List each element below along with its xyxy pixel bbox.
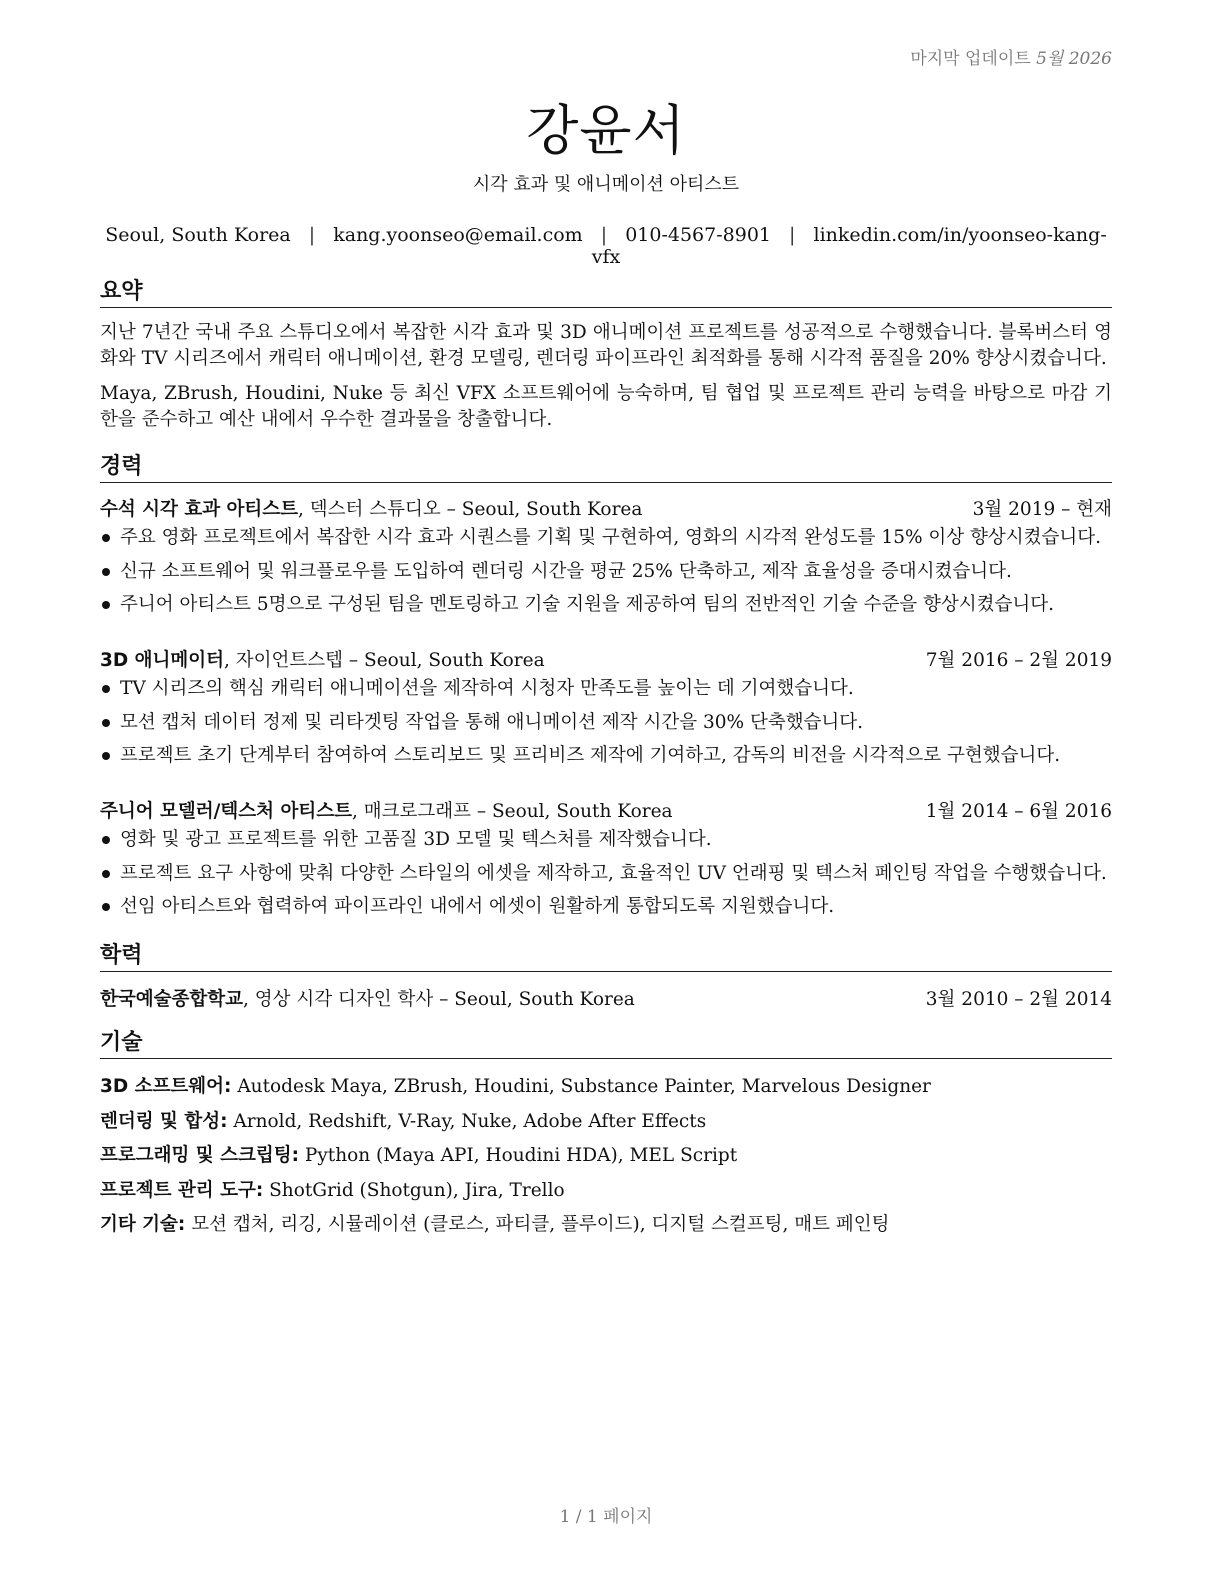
job-role: 수석 시각 효과 아티스트 [100,499,299,520]
skill-label: 프로젝트 관리 도구: [100,1180,264,1201]
education-school: 한국예술종합학교 [100,989,243,1010]
skill-value: Autodesk Maya, ZBrush, Houdini, Substance Painter, Marvelous Designer [231,1076,931,1097]
section-heading-experience: 경력 [100,449,1112,483]
list-item [100,861,1118,895]
list-item [100,827,1118,861]
job-bullets [100,827,1118,928]
contact-separator: | [308,224,316,246]
last-updated [910,44,1112,69]
bullet-text: TV 시리즈의 핵심 캐릭터 애니메이션을 제작하여 시청자 만족도를 높이는 데 기여했습니다. [120,678,854,699]
last-updated-label: 마지막 업데이트 [910,49,1031,69]
bullet-text: 영화 및 광고 프로젝트를 위한 고품질 3D 모델 및 텍스처를 제작했습니다. [120,829,712,850]
section-heading-summary: 요약 [100,274,1112,308]
list-item [100,676,1118,710]
skill-label: 기타 기술: [100,1214,186,1235]
job-company: , 덱스터 스튜디오 – Seoul, South Korea [298,499,643,520]
bullet-text: 선임 아티스트와 협력하여 파이프라인 내에서 에셋이 원활하게 통합되도록 지원했습니다. [120,896,835,917]
contact-location: Seoul, South Korea [105,224,291,246]
job-header [100,797,1112,823]
bullet-icon [102,752,110,760]
bullet-icon [102,601,110,609]
job-bullets [100,676,1118,777]
bullet-text: 주니어 아티스트 5명으로 구성된 팀을 멘토링하고 기술 지원을 제공하여 팀의 전반적인 기술 수준을 향상시켰습니다. [120,594,1055,615]
bullet-icon [102,870,110,878]
bullet-icon [102,685,110,693]
bullet-text: 모션 캡처 데이터 정제 및 리타겟팅 작업을 통해 애니메이션 제작 시간을 30% 단축했습니다. [120,711,864,733]
list-item [100,559,1118,593]
summary-paragraph-1: 지난 7년간 국내 주요 스튜디오에서 복잡한 시각 효과 및 3D 애니메이션 프로젝트를 성공적으로 수행했습니다. 블록버스터 영화와 TV 시리즈에서 캐릭터 애니메이션, 환경 모델링, 렌더링 파이프라인 최적화를 통해 시각적 품질을 20% 향상시켰습니다. [100,322,1112,369]
skill-row [100,1072,1112,1098]
job-dates: 7월 2016 – 2월 2019 [925,650,1112,671]
job-company: , 자이언트스텝 – Seoul, South Korea [224,650,545,671]
section-heading-skills: 기술 [100,1025,1112,1059]
job-dates: 1월 2014 – 6월 2016 [925,801,1112,822]
skill-value: Python (Maya API, Houdini HDA), MEL Script [299,1145,738,1166]
candidate-name: 강윤서 [526,99,686,162]
skill-label: 렌더링 및 합성: [100,1111,228,1132]
last-updated-date: 5월 2026 [1036,49,1112,69]
skill-row [100,1176,1112,1202]
bullet-icon [102,836,110,844]
skill-row [100,1107,1112,1133]
education-dates: 3월 2010 – 2월 2014 [925,989,1112,1010]
contact-separator: | [600,224,608,246]
contact-linkedin[interactable]: linkedin.com/in/yoonseo-kang-vfx [591,224,1107,268]
contact-line [100,224,1112,268]
list-item [100,525,1118,559]
job-dates: 3월 2019 – 현재 [972,499,1112,520]
bullet-text: 프로젝트 초기 단계부터 참여하여 스토리보드 및 프리비즈 제작에 기여하고, 감독의 비전을 시각적으로 구현했습니다. [120,745,1061,766]
bullet-icon [102,903,110,911]
bullet-icon [102,719,110,727]
section-heading-education: 학력 [100,938,1112,972]
job-company: , 매크로그래프 – Seoul, South Korea [351,801,673,822]
contact-separator: | [789,224,796,246]
list-item [100,710,1118,744]
job-header [100,646,1112,672]
candidate-title: 시각 효과 및 애니메이션 아티스트 [472,174,740,195]
job-bullets [100,525,1118,626]
education-detail: , 영상 시각 디자인 학사 – Seoul, South Korea [242,989,635,1010]
bullet-text: 프로젝트 요구 사항에 맞춰 다양한 스타일의 에셋을 제작하고, 효율적인 UV 언래핑 및 텍스처 페인팅 작업을 수행했습니다. [120,862,1107,884]
bullet-text: 신규 소프트웨어 및 워크플로우를 도입하여 렌더링 시간을 평균 25% 단축하고, 제작 효율성을 증대시켰습니다. [120,560,1012,582]
resume-page [100,0,1112,1584]
bullet-icon [102,534,110,542]
job-role: 3D 애니메이터 [100,650,225,671]
skill-value: 모션 캡처, 리깅, 시뮬레이션 (클로스, 파티클, 플루이드), 디지털 스컬프팅, 매트 페인팅 [185,1214,890,1235]
education-entry [100,985,1112,1011]
page-indicator: 1 / 1 페이지 [559,1507,653,1527]
skill-value: Arnold, Redshift, V-Ray, Nuke, Adobe After Effects [227,1111,707,1132]
bullet-text: 주요 영화 프로젝트에서 복잡한 시각 효과 시퀀스를 기획 및 구현하여, 영화의 시각적 완성도를 15% 이상 향상시켰습니다. [120,527,1102,548]
job-role: 주니어 모델러/텍스처 아티스트 [100,801,352,822]
job-header [100,495,1112,521]
skill-row [100,1210,1112,1236]
bullet-icon [102,568,110,576]
list-item [100,592,1118,626]
skill-row [100,1141,1112,1167]
list-item [100,894,1118,928]
skill-value: ShotGrid (Shotgun), Jira, Trello [263,1180,565,1201]
summary-paragraph-2: Maya, ZBrush, Houdini, Nuke 등 최신 VFX 소프트웨어에 능숙하며, 팀 협업 및 프로젝트 관리 능력을 바탕으로 마감 기한을 준수하고 예산 내에서 우수한 결과물을 창출합니다. [100,383,1112,430]
contact-phone[interactable]: 010-4567-8901 [625,224,771,246]
skill-label: 3D 소프트웨어: [100,1076,232,1097]
list-item [100,743,1118,777]
contact-email[interactable]: kang.yoonseo@email.com [333,224,583,246]
skill-label: 프로그래밍 및 스크립팅: [100,1145,299,1166]
